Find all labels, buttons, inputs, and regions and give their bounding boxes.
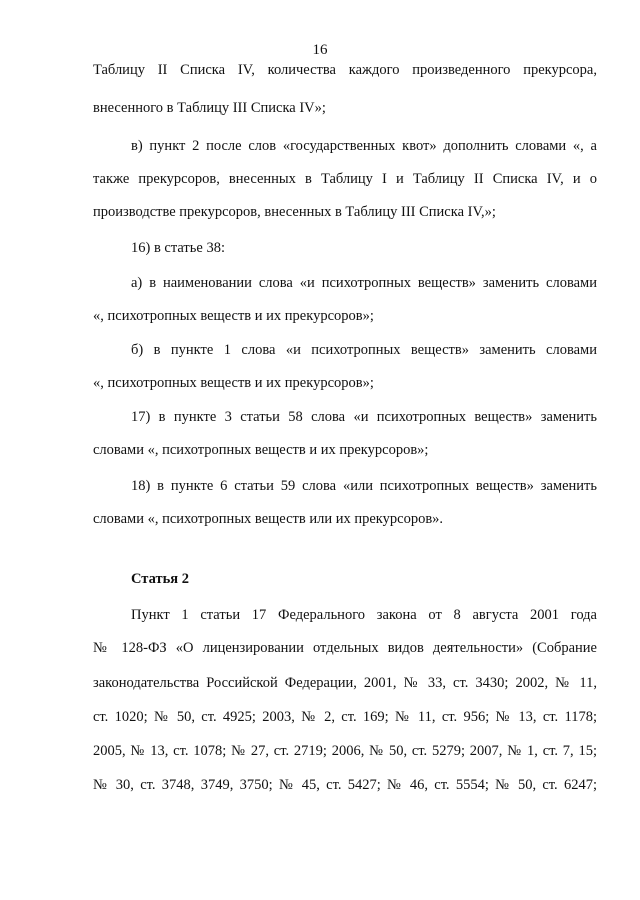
text-line: словами «, психотропных веществ и их прекурсоров»; bbox=[93, 442, 429, 458]
text-line: «, психотропных веществ и их прекурсоров»; bbox=[93, 308, 374, 324]
text-line: 16) в статье 38: bbox=[131, 240, 225, 256]
text-line: б) в пункте 1 слова «и психотропных веществ» заменить словами bbox=[131, 342, 597, 358]
text-line: внесенного в Таблицу III Списка IV»; bbox=[93, 100, 326, 116]
text-line: производстве прекурсоров, внесенных в Таблицу III Списка IV,»; bbox=[93, 204, 496, 220]
text-line: законодательства Российской Федерации, 2001, № 33, ст. 3430; 2002, № 11, bbox=[93, 675, 597, 691]
text-line: Таблицу II Списка IV, количества каждого произведенного прекурсора, bbox=[93, 62, 597, 78]
text-line: «, психотропных веществ и их прекурсоров»; bbox=[93, 375, 374, 391]
article-heading: Статья 2 bbox=[131, 571, 189, 587]
text-line: 2005, № 13, ст. 1078; № 27, ст. 2719; 2006, № 50, ст. 5279; 2007, № 1, ст. 7, 15; bbox=[93, 743, 597, 759]
text-line: 17) в пункте 3 статьи 58 слова «и психотропных веществ» заменить bbox=[131, 409, 597, 425]
text-line: в) пункт 2 после слов «государственных квот» дополнить словами «, а bbox=[131, 138, 597, 154]
text-line: 18) в пункте 6 статьи 59 слова «или психотропных веществ» заменить bbox=[131, 478, 597, 494]
page-number: 16 bbox=[312, 42, 328, 58]
text-line: Пункт 1 статьи 17 Федерального закона от 8 августа 2001 года bbox=[131, 607, 597, 623]
text-line: № 128-ФЗ «О лицензировании отдельных видов деятельности» (Собрание bbox=[93, 640, 597, 656]
text-line: словами «, психотропных веществ или их прекурсоров». bbox=[93, 511, 444, 527]
text-line: а) в наименовании слова «и психотропных веществ» заменить словами bbox=[131, 275, 597, 291]
text-line: также прекурсоров, внесенных в Таблицу I и Таблицу II Списка IV, и о bbox=[93, 171, 597, 187]
text-line: ст. 1020; № 50, ст. 4925; 2003, № 2, ст. 169; № 11, ст. 956; № 13, ст. 1178; bbox=[93, 709, 597, 725]
text-line: № 30, ст. 3748, 3749, 3750; № 45, ст. 5427; № 46, ст. 5554; № 50, ст. 6247; bbox=[93, 777, 597, 793]
